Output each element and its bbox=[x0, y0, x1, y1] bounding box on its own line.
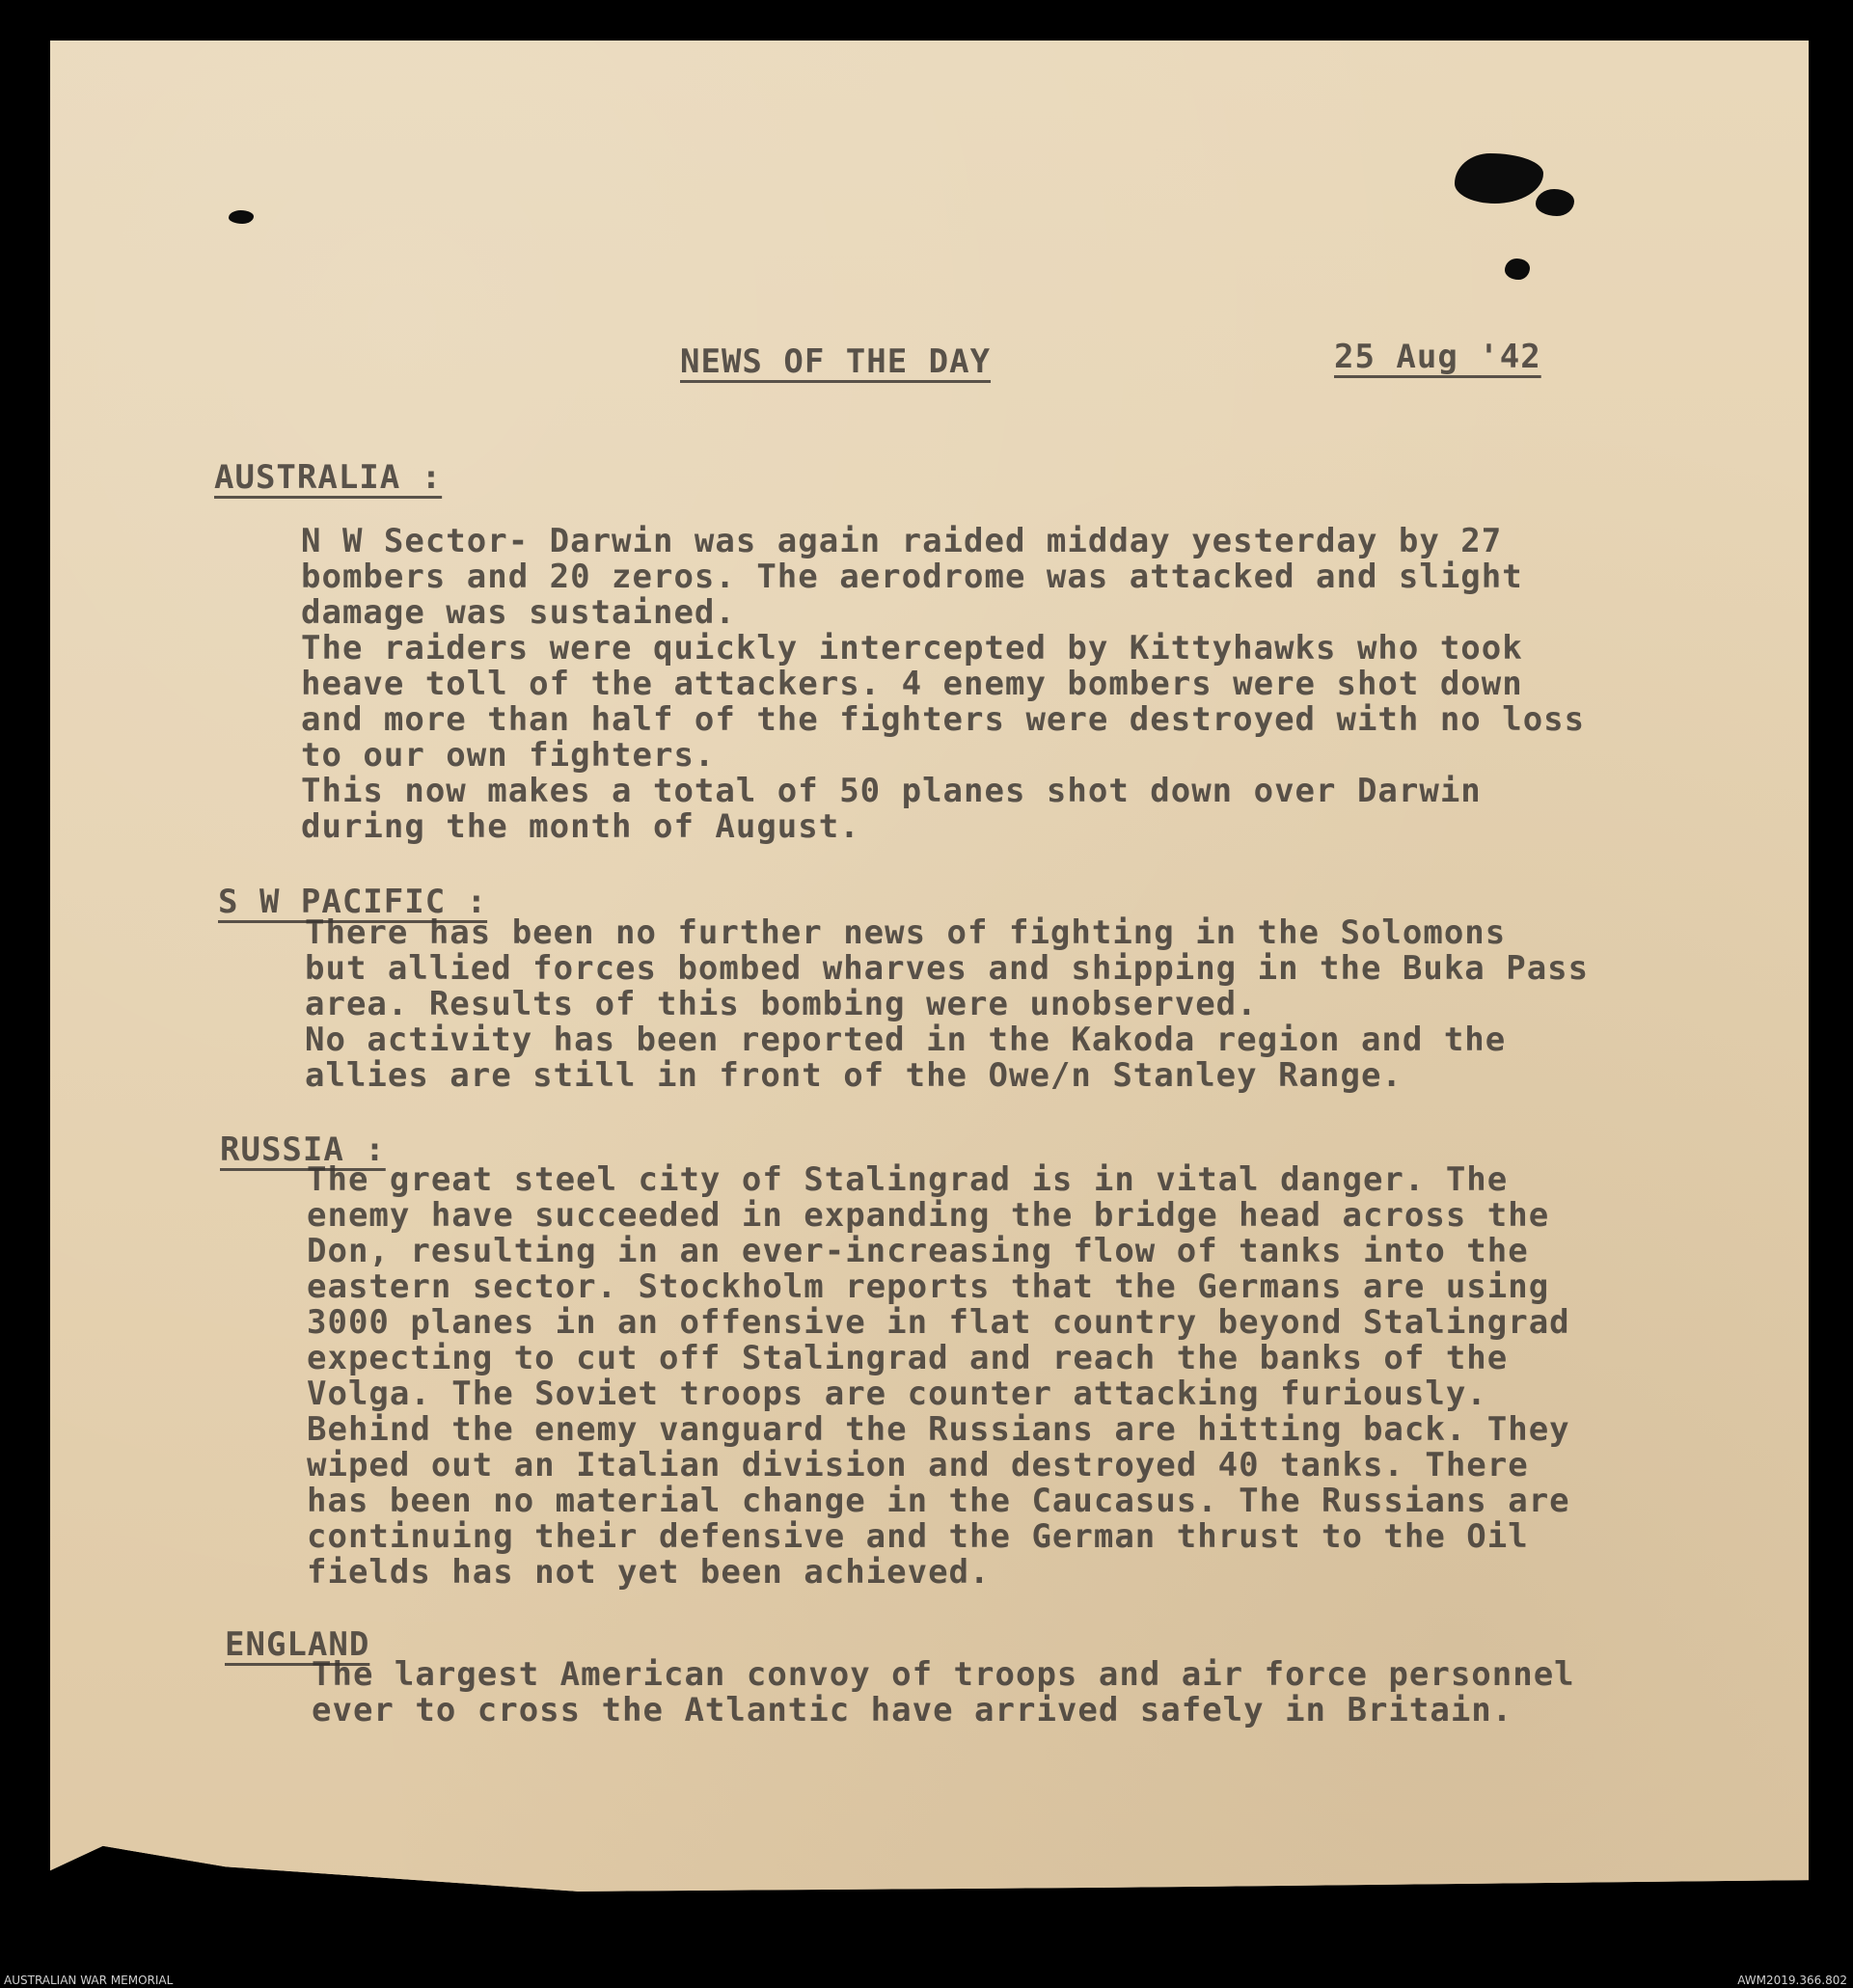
body-line: There has been no further news of fighting in the Solomons bbox=[305, 913, 1507, 952]
body-line: to our own fighters. bbox=[301, 736, 716, 775]
body-line: wiped out an Italian division and destroyed 40 tanks. There bbox=[307, 1446, 1529, 1484]
body-line: No activity has been reported in the Kakoda region and the bbox=[305, 1021, 1507, 1059]
body-line: but allied forces bombed wharves and shipping in the Buka Pass bbox=[305, 949, 1590, 988]
body-line: during the month of August. bbox=[301, 807, 860, 846]
body-line: and more than half of the fighters were destroyed with no loss bbox=[301, 700, 1586, 739]
body-line: ever to cross the Atlantic have arrived safely in Britain. bbox=[312, 1691, 1513, 1729]
body-line: 3000 planes in an offensive in flat country beyond Stalingrad bbox=[307, 1303, 1570, 1342]
body-line: bombers and 20 zeros. The aerodrome was attacked and slight bbox=[301, 558, 1523, 596]
body-line: eastern sector. Stockholm reports that the Germans are using bbox=[307, 1267, 1550, 1306]
body-line: Behind the enemy vanguard the Russians are hitting back. They bbox=[307, 1410, 1570, 1449]
body-line: continuing their defensive and the German thrust to the Oil bbox=[307, 1517, 1529, 1556]
body-line: area. Results of this bombing were unobserved. bbox=[305, 985, 1258, 1023]
section-heading-australia: AUSTRALIA : bbox=[214, 458, 443, 497]
footer-accession-number: AWM2019.366.802 bbox=[1737, 1974, 1847, 1987]
section-heading-england: ENGLAND bbox=[225, 1625, 370, 1664]
body-line: Don, resulting in an ever-increasing flow of tanks into the bbox=[307, 1232, 1529, 1270]
document-date: 25 Aug '42 bbox=[1334, 338, 1541, 376]
body-line: This now makes a total of 50 planes shot down over Darwin bbox=[301, 772, 1482, 810]
body-line: allies are still in front of the Owe/n Stanley Range. bbox=[305, 1056, 1403, 1095]
body-line: The raiders were quickly intercepted by Kittyhawks who took bbox=[301, 629, 1523, 667]
body-line: Volga. The Soviet troops are counter attacking furiously. bbox=[307, 1375, 1487, 1413]
body-line: damage was sustained. bbox=[301, 593, 736, 632]
body-line: The great steel city of Stalingrad is in vital danger. The bbox=[307, 1160, 1509, 1199]
body-line: fields has not yet been achieved. bbox=[307, 1553, 991, 1592]
section-heading-sw-pacific: S W PACIFIC : bbox=[218, 883, 488, 921]
footer-credit: AUSTRALIAN WAR MEMORIAL bbox=[4, 1974, 174, 1987]
section-heading-russia: RUSSIA : bbox=[220, 1130, 386, 1169]
document-title: NEWS OF THE DAY bbox=[680, 342, 992, 381]
body-line: N W Sector- Darwin was again raided midday yesterday by 27 bbox=[301, 522, 1503, 560]
body-line: heave toll of the attackers. 4 enemy bombers were shot down bbox=[301, 665, 1523, 703]
body-line: expecting to cut off Stalingrad and reach the banks of the bbox=[307, 1339, 1509, 1377]
body-line: has been no material change in the Caucasus. The Russians are bbox=[307, 1482, 1570, 1520]
body-line: The largest American convoy of troops and air force personnel bbox=[312, 1655, 1575, 1694]
body-line: enemy have succeeded in expanding the bridge head across the bbox=[307, 1196, 1550, 1235]
